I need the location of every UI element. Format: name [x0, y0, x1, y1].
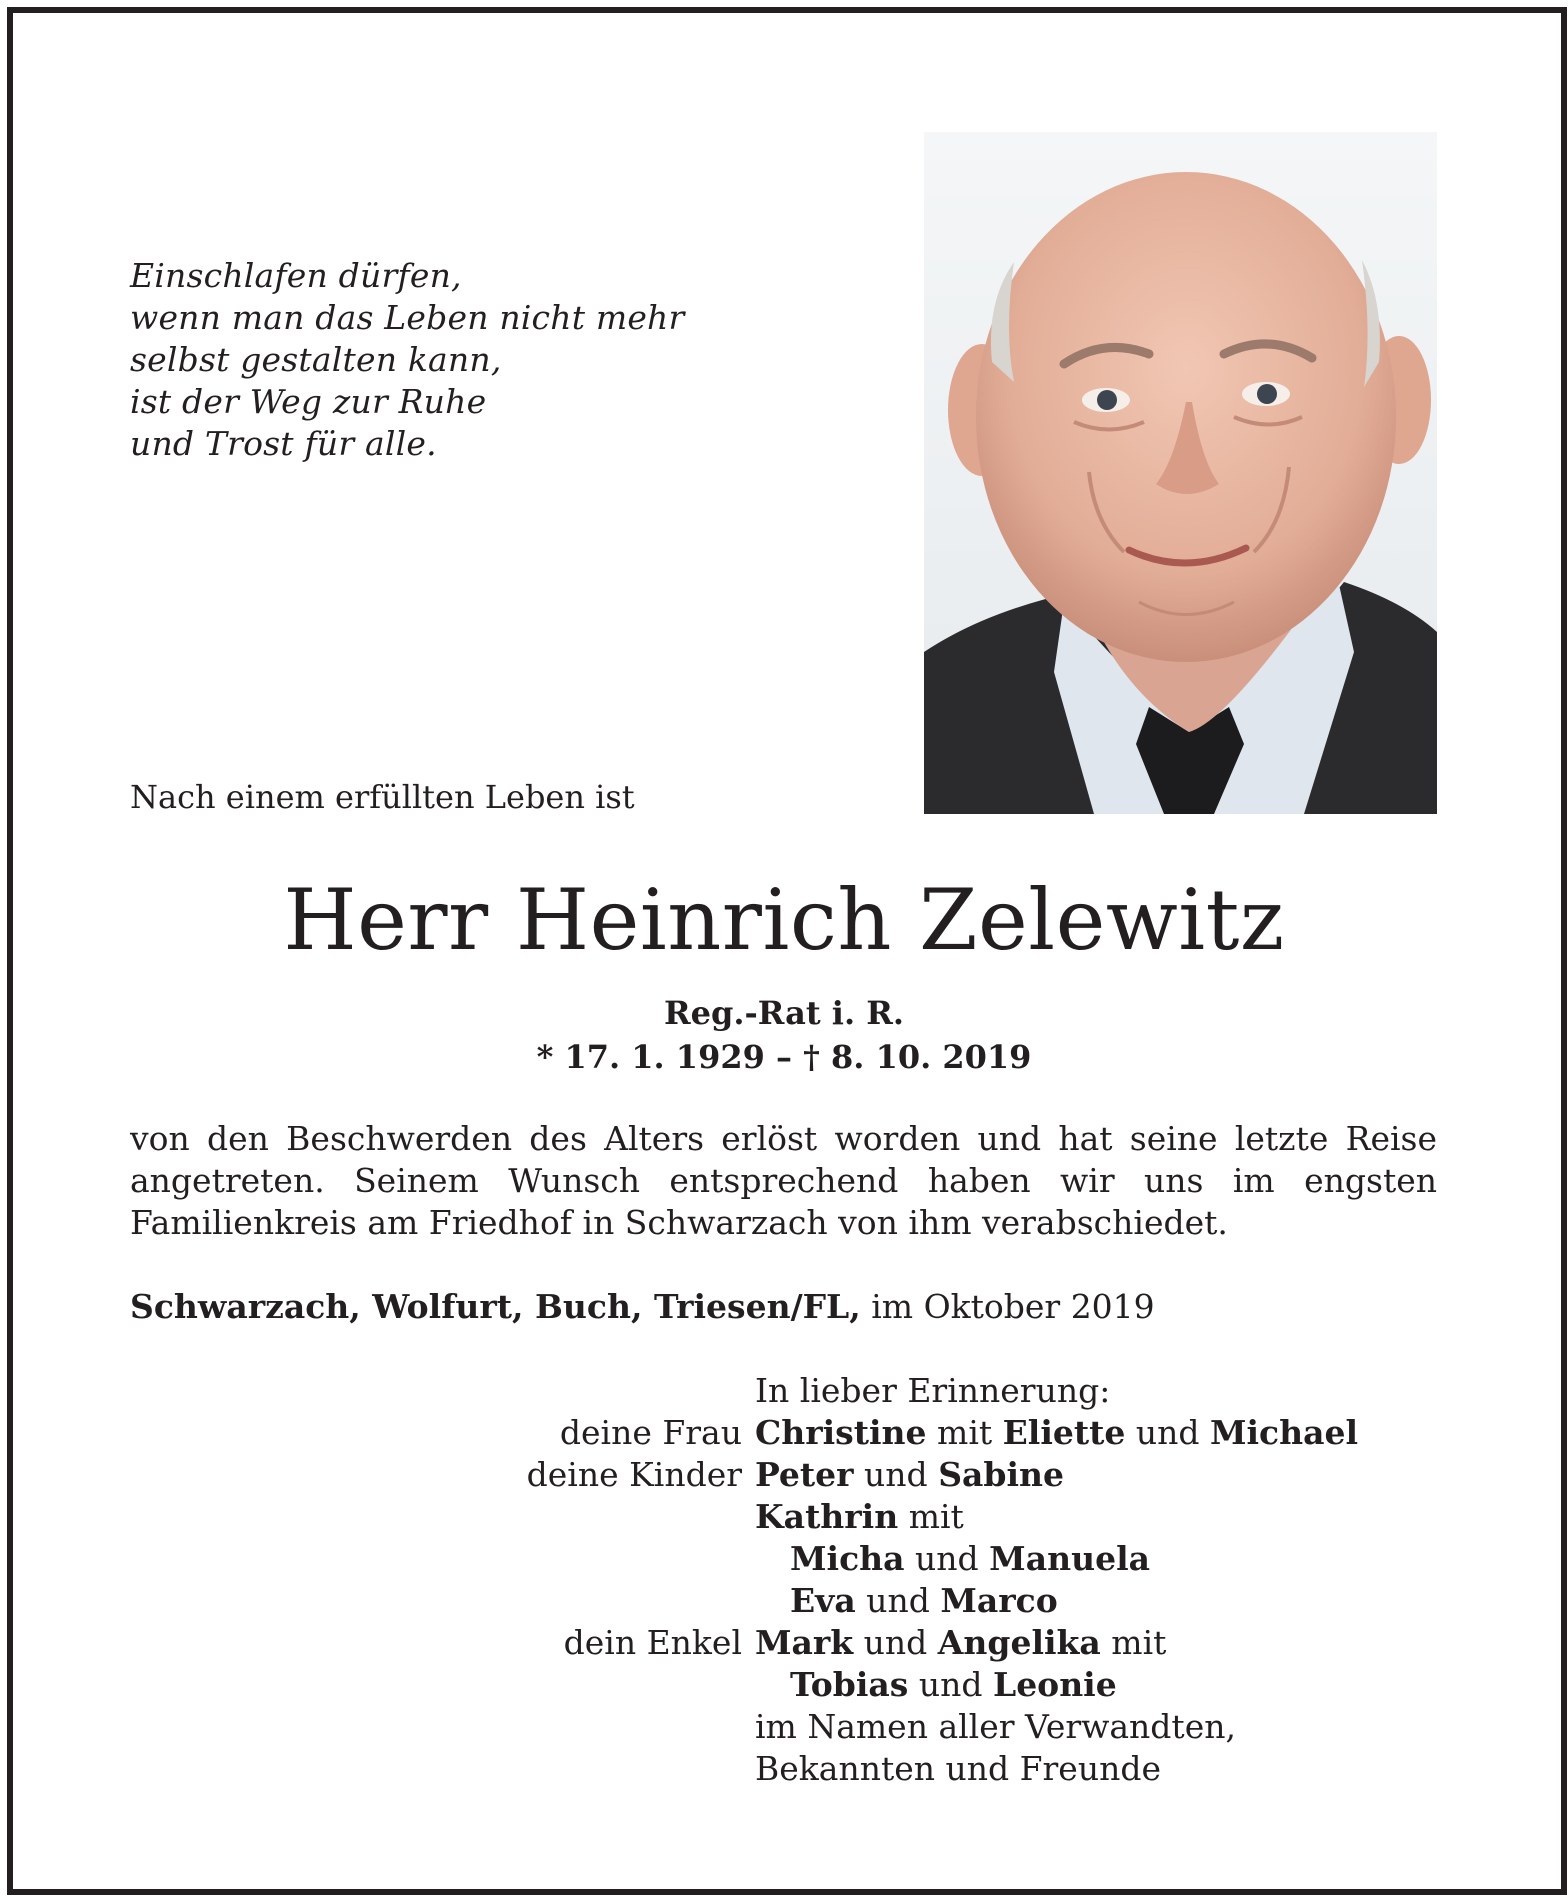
- mourner-row: [0, 1664, 1568, 1706]
- mourner-rows: [0, 1412, 1568, 1790]
- connector-text: und: [908, 1665, 993, 1704]
- places-date: im Oktober 2019: [860, 1287, 1155, 1326]
- connector-text: und: [853, 1455, 939, 1494]
- mourner-row: [0, 1580, 1568, 1622]
- mourner-relation: deine Frau: [559, 1413, 742, 1452]
- mourner-row: [0, 1496, 1568, 1538]
- connector-text: mit: [926, 1413, 1003, 1452]
- mourner-names: [755, 1748, 1161, 1790]
- mourner-row: [0, 1748, 1568, 1790]
- portrait-photo: [924, 132, 1437, 814]
- connector-text: und: [1125, 1413, 1210, 1452]
- mourner-names: [755, 1496, 964, 1538]
- mourner-name: Peter: [755, 1455, 854, 1494]
- mourner-names: [755, 1412, 1358, 1454]
- connector-text: mit: [898, 1497, 964, 1536]
- mourners-list: [0, 1370, 1568, 1790]
- mourner-row: [0, 1622, 1568, 1664]
- intro-line: Nach einem erfüllten Leben ist: [130, 778, 635, 816]
- places-names: Schwarzach, Wolfurt, Buch, Triesen/FL,: [130, 1287, 861, 1326]
- mourners-heading: In lieber Erinnerung:: [755, 1371, 1111, 1410]
- honorary-title: Reg.-Rat i. R.: [664, 994, 904, 1032]
- mourner-name: Sabine: [938, 1455, 1064, 1494]
- mourner-names: [790, 1538, 1150, 1580]
- places-line: [130, 1287, 1155, 1326]
- mourner-name: Mark: [755, 1623, 854, 1662]
- mourner-names: [790, 1580, 1058, 1622]
- mourner-name: Michael: [1209, 1413, 1359, 1452]
- mourner-row: [0, 1538, 1568, 1580]
- mourner-names: [790, 1664, 1117, 1706]
- poem-line: Einschlafen dürfen,: [130, 256, 462, 295]
- life-dates: * 17. 1. 1929 – † 8. 10. 2019: [536, 1038, 1032, 1076]
- mourner-row: [0, 1412, 1568, 1454]
- mourner-relation: dein Enkel: [563, 1623, 742, 1662]
- deceased-name: Herr Heinrich Zelewitz: [283, 871, 1285, 969]
- mourner-name: Eliette: [1002, 1413, 1126, 1452]
- mourner-relation: deine Kinder: [526, 1455, 742, 1494]
- mourner-name: Angelika: [937, 1623, 1101, 1662]
- mourner-name: Kathrin: [755, 1497, 899, 1536]
- mourner-name: Christine: [755, 1413, 927, 1452]
- poem-line: selbst gestalten kann,: [130, 340, 502, 379]
- mourner-name: Manuela: [989, 1539, 1150, 1578]
- mourner-row: [0, 1454, 1568, 1496]
- connector-text: und: [853, 1623, 938, 1662]
- mourner-names: [755, 1706, 1236, 1748]
- connector-text: Bekannten und Freunde: [755, 1749, 1161, 1788]
- connector-text: und: [855, 1581, 941, 1620]
- connector-text: im Namen aller Verwandten,: [755, 1707, 1236, 1746]
- mourner-names: [755, 1454, 1064, 1496]
- poem-line: ist der Weg zur Ruhe: [130, 382, 487, 421]
- poem-line: und Trost für alle.: [130, 424, 437, 463]
- mourner-name: Eva: [790, 1581, 856, 1620]
- announcement-text: von den Beschwerden des Alters erlöst worden und hat seine letzte Reise angetreten. Seinem Wunsch entsprechend haben wir uns im engsten Familienkreis am Friedhof in Schwarzach von ihm verabschiedet.: [130, 1119, 1437, 1242]
- mourner-name: Marco: [940, 1581, 1058, 1620]
- connector-text: und: [904, 1539, 990, 1578]
- mourner-row: [0, 1706, 1568, 1748]
- mourner-name: Micha: [790, 1539, 905, 1578]
- mourner-name: Leonie: [992, 1665, 1117, 1704]
- poem: [130, 255, 685, 465]
- mourner-names: [755, 1622, 1166, 1664]
- mourners-heading-row: [0, 1370, 1568, 1412]
- connector-text: mit: [1100, 1623, 1167, 1662]
- poem-line: wenn man das Leben nicht mehr: [130, 298, 685, 337]
- mourner-name: Tobias: [790, 1665, 909, 1704]
